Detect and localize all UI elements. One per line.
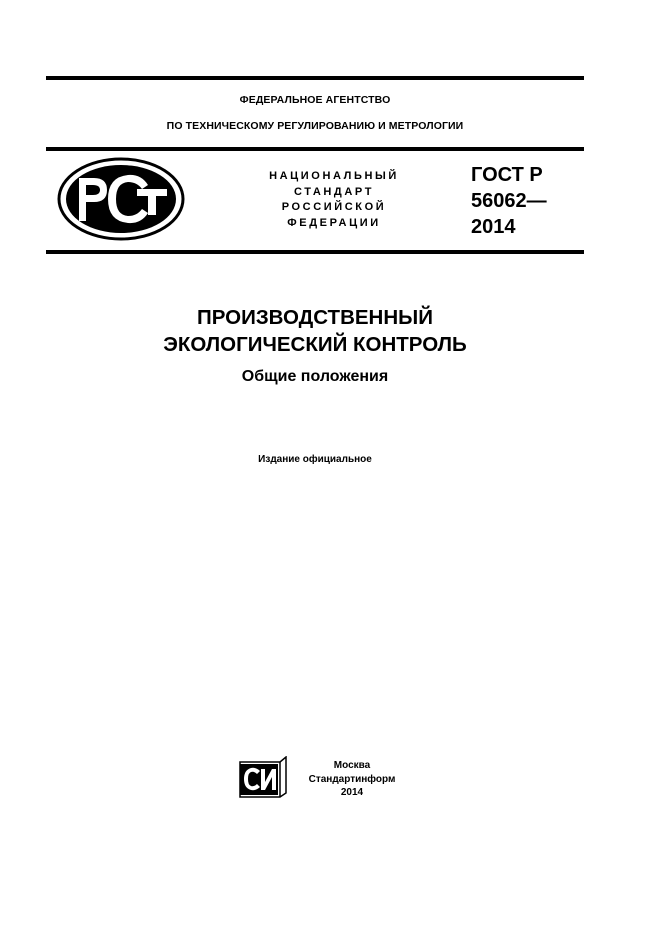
publisher-city: Москва (333, 760, 371, 771)
standard-code-line2: 56062— (471, 190, 547, 212)
national-line-2: СТАНДАРТ (293, 185, 375, 198)
standard-code (471, 162, 547, 240)
top-rule (46, 76, 584, 80)
national-line-4: ФЕДЕРАЦИИ (287, 216, 381, 229)
document-title-line1: ПРОИЗВОДСТВЕННЫЙ (197, 306, 433, 329)
agency-name-line1: ФЕДЕРАЛЬНОЕ АГЕНТСТВО (239, 94, 391, 106)
document-title (46, 304, 584, 358)
rst-mark-icon (56, 157, 186, 241)
publisher-name: Стандартинформ (308, 773, 396, 785)
standard-bottom-rule (46, 250, 584, 254)
standard-code-line1: ГОСТ Р (471, 164, 543, 186)
national-standard-caption (246, 169, 422, 231)
agency-name-line2: ПО ТЕХНИЧЕСКОМУ РЕГУЛИРОВАНИЮ И МЕТРОЛОГИИ (166, 120, 464, 132)
national-line-3: РОССИЙСКОЙ (281, 201, 387, 213)
header-divider-rule (46, 147, 584, 151)
standartinform-logo-icon (236, 756, 288, 798)
edition-note: Издание официальное (258, 454, 372, 465)
document-subtitle: Общие положения (241, 368, 389, 385)
publisher-info (300, 759, 404, 800)
document-title-line2: ЭКОЛОГИЧЕСКИЙ КОНТРОЛЬ (163, 333, 467, 356)
national-line-1: НАЦИОНАЛЬНЫЙ (269, 170, 399, 182)
publisher-year: 2014 (340, 787, 364, 798)
standard-code-line3: 2014 (471, 216, 516, 238)
